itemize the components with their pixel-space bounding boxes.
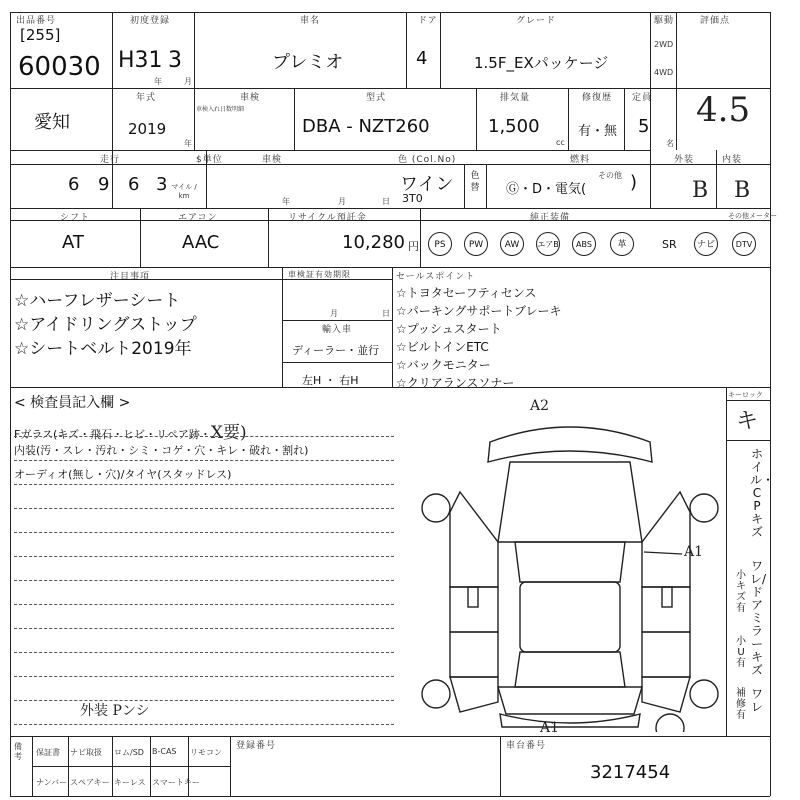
damage-a2: A2	[530, 398, 550, 414]
footer-top-0: 保証書	[36, 748, 60, 757]
equip-aw: AW	[500, 232, 524, 256]
trunk	[498, 687, 642, 714]
right-border	[770, 12, 771, 796]
wheel-fr	[690, 494, 718, 522]
roof	[520, 582, 620, 652]
location: 愛知	[34, 112, 70, 133]
glass-line: Fガラス(キズ・飛石・ヒビ・リペア跡・X要)	[14, 423, 247, 443]
car-name: プレミオ	[272, 52, 344, 73]
left-quarter	[450, 677, 498, 712]
left-front-door	[450, 587, 498, 632]
row4-divider	[10, 267, 770, 268]
mileage-digit-3: 6	[128, 174, 140, 195]
sales-point-5: ☆バックモニター	[396, 358, 491, 372]
footer-bottom-2: キーレス	[114, 778, 146, 787]
import-type: ディーラー・並行	[292, 344, 380, 357]
equip-leather: 革	[610, 232, 634, 256]
sales-point-4: ☆ビルトインETC	[396, 340, 489, 354]
equip-abs: ABS	[572, 232, 596, 256]
fuel-value: Ⓖ・D・電気(	[506, 182, 587, 197]
lot-prefix: [255]	[20, 26, 61, 44]
audio-tire-line: オーディオ(無し・穴)/タイヤ(スタッドレス)	[14, 468, 232, 481]
sales-point-3: ☆プッシュスタート	[396, 322, 502, 336]
front-bumper	[488, 427, 652, 462]
left-border	[10, 12, 11, 796]
equip-dtv: DTV	[732, 232, 756, 256]
equip-pw: PW	[464, 232, 488, 256]
car-diagram	[420, 402, 720, 732]
row2-divider	[10, 150, 650, 151]
equip-ps: PS	[428, 232, 452, 256]
lot-number: 60030	[18, 52, 101, 82]
footer-divider	[10, 736, 770, 737]
right-front-fender	[642, 492, 690, 587]
mileage-digit-1: 6	[68, 174, 80, 195]
left-rear-door	[450, 632, 498, 677]
notes-divider	[10, 387, 770, 388]
capacity: 5	[638, 116, 650, 137]
first-reg-era: H31	[118, 48, 163, 73]
row1-divider	[10, 88, 770, 89]
damage-a1-rear: A1	[540, 720, 560, 736]
footer-top-3: B-CAS	[152, 747, 177, 756]
first-reg-label: 初度登録	[130, 16, 171, 26]
doors-value: 4	[416, 48, 428, 69]
rear-window	[515, 652, 625, 687]
bottom-border	[10, 796, 770, 797]
footer-top-2: ロム/SD	[114, 748, 144, 757]
sales-point-1: ☆トヨタセーフティセンス	[396, 286, 537, 300]
ac-value: AAC	[182, 232, 220, 253]
damage-a1-side: A1	[684, 544, 704, 560]
displacement: 1,500	[488, 116, 540, 137]
mileage-unit: マイル / km	[171, 183, 197, 200]
handle-side: 左H ・ 右H	[302, 374, 359, 387]
sales-point-2: ☆パーキングサポートブレーキ	[396, 304, 562, 318]
special-item-3: ☆シートベルト2019年	[14, 339, 192, 359]
repair-history: 有・無	[578, 124, 618, 139]
special-item-1: ☆ハーフレザーシート	[14, 291, 181, 311]
drive-2wd: 2WD	[654, 40, 674, 49]
chassis-number: 3217454	[590, 762, 671, 783]
hood	[498, 462, 642, 542]
auction-sheet: 出品番号 [255] 60030 初度登録 H31 3 年 月 車名 プレミオ ドア 4 グレード 1.5F_EXパッケージ 駆動 2WD 4WD 評価点 4.5 愛知 年式 2019 年 車検 車検入れ日数明細 型式 DBA - NZT260 排気量 1,500 cc 修復歴 有・無 定員 5 名 走行 $単位 6 9 6 3 マイル / km 車検 年 月 日 色 (Col.No) ワイン 3T0 色替 燃料 Ⓖ・D・電気( その他 ) 外装 B 内装 B シフト AT エアコン AAC リサイクル預託金 10,280 円 純正装備 その他メーター PS PW AW エアB ABS 革 SR ナビ DTV 注目事項 ☆ハーフレザーシート ☆アイドリングストップ ☆シートベルト2019年 車検証有効期限 月 日 輸入車 ディーラー・並行 左H ・ 右H セールスポイント ☆トヨタセーフティセンス ☆パーキングサポートブレーキ ☆プッシュスタート ☆ビルトインETC ☆バックモニター ☆クリアランスソナー < 検査員記入欄 > Fガラス(キズ・飛石・ヒビ・リペア跡・X要) 内装(汚・スレ・汚れ・シミ・コゲ・穴・キレ・破れ・割れ) オーディオ(無し・穴)/タイヤ(スタッドレス) 外装 Pンシ A2 A1 A1 キーロック キ ホイル・CPキズ ワレ/ドアミラーキズ ワレ 小キズ有 小U有 補修有 備考 保証書 ナビ取扱 ロム/SD B-CAS リモコン ナンバー スペアキー キーレス スマートキー 登録番号 車台番号 3217454	[10, 12, 770, 798]
sales-point-6: ☆クリアランスソナー	[396, 376, 515, 390]
row3-divider	[10, 208, 770, 209]
drive-4wd: 4WD	[654, 68, 674, 77]
model-year: 2019	[128, 120, 167, 138]
wheel-fl	[422, 494, 450, 522]
recycle-fee: 10,280	[342, 232, 405, 253]
mileage-digit-4: 3	[156, 174, 168, 195]
equip-airbag: エアB	[536, 232, 560, 256]
color-value: ワイン	[400, 174, 454, 195]
car-name-label: 車名	[300, 16, 321, 26]
wheel-rr	[690, 680, 718, 708]
equip-sunroof: SR	[662, 238, 677, 251]
interior-line: 内装(汚・スレ・汚れ・シミ・コゲ・穴・キレ・破れ・割れ)	[14, 444, 309, 457]
windshield	[515, 542, 625, 582]
equip-navi: ナビ	[694, 232, 718, 256]
grade-value: 1.5F_EXパッケージ	[474, 54, 609, 72]
right-front-door	[642, 587, 690, 632]
handwritten-note: 外装 Pンシ	[80, 703, 150, 719]
rear-bumper	[500, 714, 640, 727]
footer-bottom-3: スマートキー	[152, 778, 200, 787]
left-front-fender	[450, 492, 498, 587]
spare-wheel	[656, 714, 684, 732]
shift-value: AT	[62, 232, 84, 253]
footer-bottom-1: スペアキー	[70, 778, 110, 787]
footer-bottom-0: ナンバー	[36, 778, 68, 787]
special-item-2: ☆アイドリングストップ	[14, 315, 197, 335]
inspector-title: < 検査員記入欄 >	[14, 395, 131, 411]
score-value: 4.5	[696, 90, 751, 130]
exterior-grade: B	[692, 178, 709, 203]
model-code: DBA - NZT260	[302, 116, 430, 137]
right-quarter	[642, 677, 690, 712]
mirror-right	[662, 587, 672, 607]
lot-label: 出品番号	[16, 16, 57, 26]
mirror-left	[468, 587, 478, 607]
wheel-rl	[422, 680, 450, 708]
footer-top-4: リモコン	[190, 748, 222, 757]
mileage-digit-2: 9	[98, 174, 110, 195]
key-mark: キ	[736, 409, 759, 434]
right-rear-door	[642, 632, 690, 677]
color-code: 3T0	[402, 192, 423, 205]
first-reg-month: 3	[168, 48, 182, 73]
footer-top-1: ナビ取扱	[70, 748, 102, 757]
interior-grade: B	[734, 178, 751, 203]
